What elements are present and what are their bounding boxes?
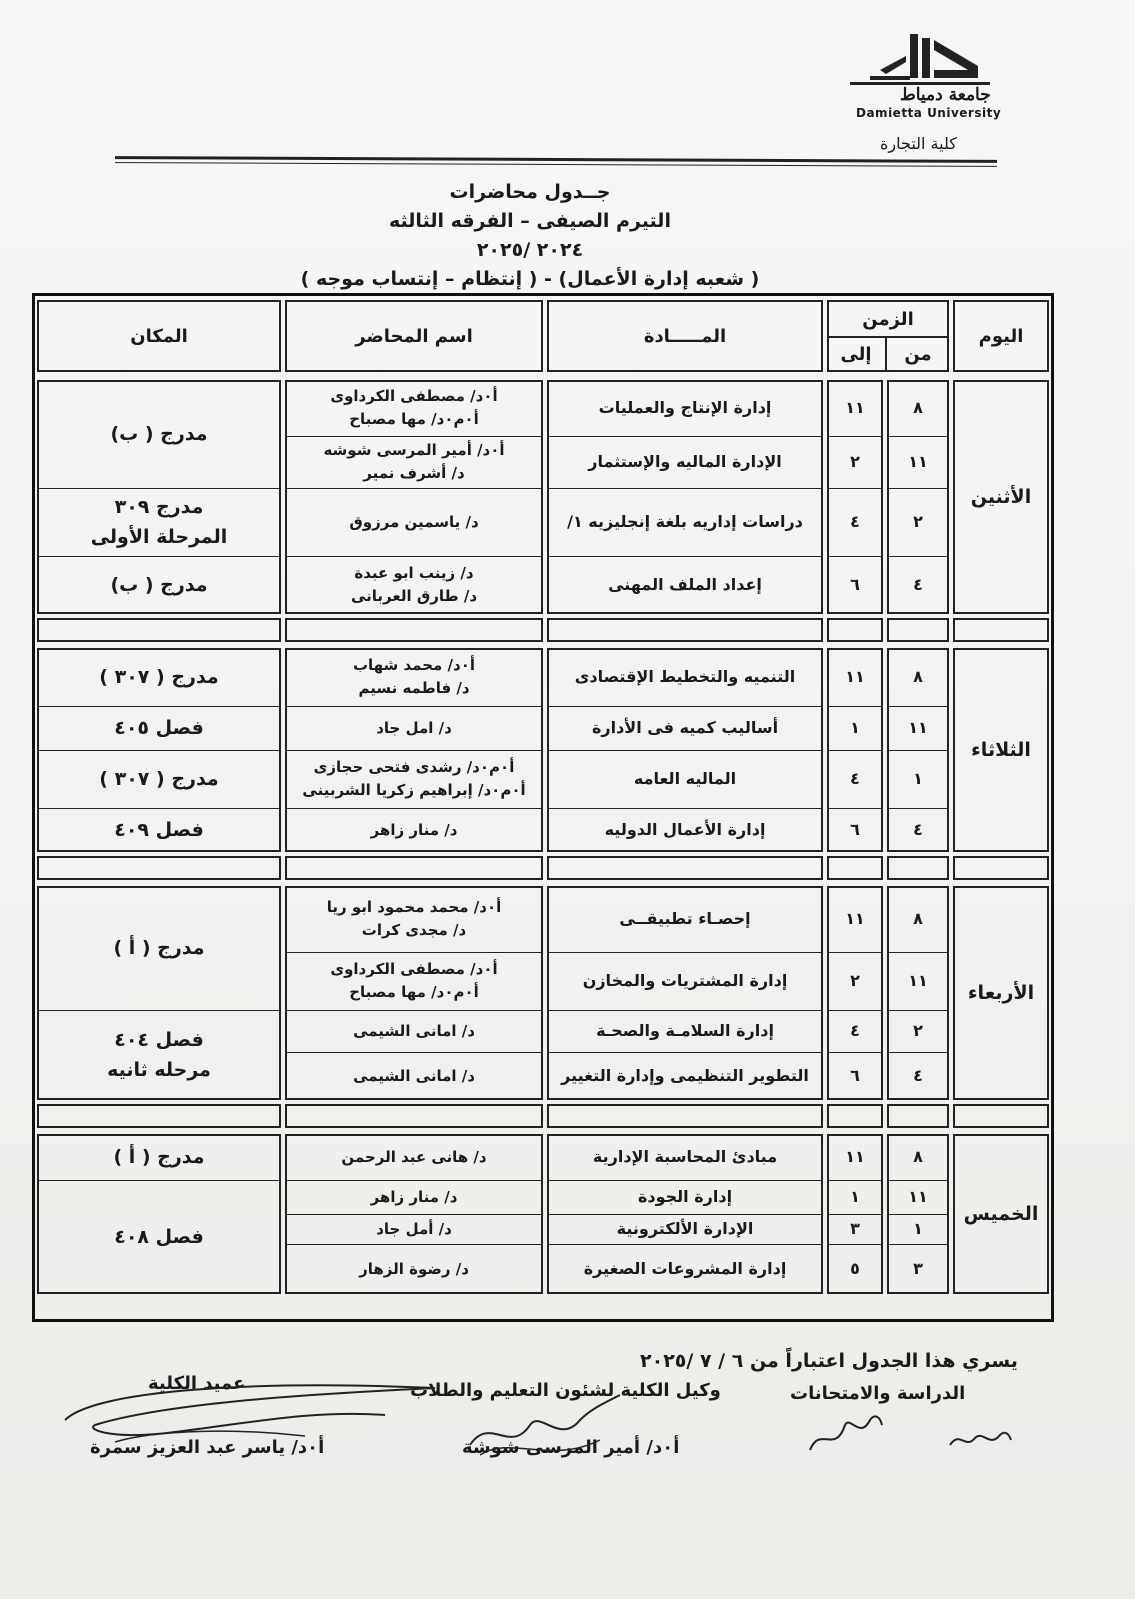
place-line: مدرج ( ٣٠٧ ) — [99, 666, 219, 688]
lecturer-line: د/ فاطمه نسيم — [358, 679, 470, 697]
time-from: ١١ — [908, 452, 928, 471]
cell-frame — [827, 618, 883, 642]
cell-frame — [953, 618, 1049, 642]
time-from: ٣ — [913, 1259, 923, 1278]
title-line-3: ٢٠٢٤ /٢٠٢٥ — [476, 239, 584, 261]
header-lecturer: اسم المحاضر — [355, 325, 473, 347]
lecturer-line: أ٠م٠د/ إبراهيم زكريا الشربينى — [302, 781, 526, 799]
lecturer-name — [285, 648, 543, 706]
lecturer-line: أ٠د/ محمد محمود ابو ريا — [326, 898, 502, 916]
lecturer-line: أ٠د/ أمير المرسى شوشه — [323, 441, 505, 459]
day-label: الأثنين — [970, 486, 1032, 508]
time-from: ٤ — [913, 820, 923, 839]
time-from: ٨ — [913, 398, 923, 417]
place-name — [37, 706, 281, 750]
time-to: ٤ — [850, 1021, 860, 1040]
time-from: ١١ — [908, 1187, 928, 1206]
vice-dean-signature — [450, 1385, 650, 1475]
place-line: المرحلة الأولى — [90, 526, 228, 548]
lecturer-line: د/ ياسمين مرزوق — [349, 512, 479, 531]
lecturer-name — [285, 706, 543, 750]
place-name — [37, 1010, 281, 1100]
lecturer-name — [285, 1214, 543, 1244]
university-name-arabic: جامعة دمياط — [900, 85, 991, 105]
place-line: مدرج ( ٣٠٧ ) — [99, 768, 219, 790]
time-from: ١١ — [908, 718, 928, 737]
time-to: ١١ — [845, 909, 865, 928]
place-name — [37, 886, 281, 1010]
cell-frame — [953, 1104, 1049, 1128]
dean-title: عميد الكلية — [148, 1373, 246, 1394]
subject-name: الإدارة الماليه والإستثمار — [588, 452, 782, 471]
place-name — [37, 1134, 281, 1180]
lecturer-line: د/ امانى الشيمى — [353, 1066, 475, 1085]
time-to: ١ — [850, 1187, 860, 1206]
header-place: المكان — [130, 325, 188, 347]
schedule-table — [32, 293, 1054, 1322]
university-name-english: Damietta University — [856, 106, 1002, 120]
header-to: إلى — [840, 343, 872, 365]
time-to: ١ — [850, 718, 860, 737]
lecturer-line: أ٠م٠د/ مها مصباح — [349, 410, 479, 428]
time-to: ٦ — [850, 1066, 860, 1085]
cell-frame — [887, 618, 949, 642]
lecturer-name — [285, 886, 543, 952]
lecturer-name — [285, 380, 543, 436]
faculty-name: كلية التجارة — [880, 134, 957, 153]
subject-name: دراسات إداريه بلغة إنجليزيه ١/ — [567, 512, 803, 531]
place-line: فصل ٤٠٨ — [114, 1226, 204, 1248]
time-from: ١ — [913, 769, 923, 788]
lecturer-line: أ٠د/ محمد شهاب — [352, 656, 476, 674]
place-name — [37, 380, 281, 488]
place-line: مدرج ( أ ) — [113, 1146, 205, 1168]
header-rule-thin — [115, 162, 997, 167]
lecturer-line: أ٠م٠د/ رشدى فتحى حجازى — [313, 758, 515, 776]
time-from: ٤ — [913, 1066, 923, 1085]
time-to: ٤ — [850, 512, 860, 531]
cell-frame — [285, 618, 543, 642]
studies-dept-title: الدراسة والامتحانات — [790, 1383, 966, 1404]
subject-name: إدارة الأعمال الدوليه — [604, 820, 766, 839]
time-to: ١١ — [845, 1147, 865, 1166]
time-from: ٢ — [913, 1021, 923, 1040]
studies-signature — [800, 1395, 890, 1465]
header-from: من — [904, 343, 932, 365]
time-from: ٤ — [913, 575, 923, 594]
lecturer-name — [285, 488, 543, 556]
time-from: ٨ — [913, 667, 923, 686]
subject-name: التطوير التنظيمى وإدارة التغيير — [561, 1066, 809, 1085]
lecturer-line: د/ أمل جاد — [376, 1219, 452, 1238]
lecturer-name — [285, 1052, 543, 1100]
time-to: ١١ — [845, 398, 865, 417]
cell-frame — [887, 1104, 949, 1128]
cell-frame — [953, 856, 1049, 880]
subject-name: إدارة السلامـة والصحـة — [596, 1021, 774, 1040]
cell-frame — [37, 1104, 281, 1128]
lecturer-name — [285, 1010, 543, 1052]
time-to: ٦ — [850, 820, 860, 839]
place-name — [37, 1180, 281, 1294]
time-from: ٨ — [913, 1147, 923, 1166]
time-to: ١١ — [845, 667, 865, 686]
cell-frame — [285, 856, 543, 880]
time-to: ٣ — [850, 1219, 860, 1238]
dean-signature — [55, 1370, 495, 1460]
time-from: ٢ — [913, 512, 923, 531]
place-line: فصل ٤٠٤ — [114, 1029, 204, 1051]
lecturer-name — [285, 952, 543, 1010]
lecturer-line: د/ زينب ابو عبدة — [354, 564, 474, 582]
lecturer-name — [285, 808, 543, 852]
lecturer-line: د/ مجدى كرات — [361, 921, 467, 939]
subject-name: التنميه والتخطيط الإقتصادى — [574, 667, 796, 686]
title-line-1: جــدول محاضرات — [449, 181, 611, 203]
title-line-4: ( شعبه إدارة الأعمال) - ( إنتظام – إنتساب موجه ) — [300, 268, 760, 290]
subject-name: إدارة المشروعات الصغيرة — [583, 1259, 787, 1278]
lecturer-line: د/ أشرف نمير — [363, 464, 465, 482]
university-logo — [850, 30, 1010, 130]
subject-name: إحصـاء تطبيقــى — [619, 909, 751, 928]
place-name — [37, 488, 281, 556]
header-day: اليوم — [978, 325, 1024, 347]
lecturer-name — [285, 1244, 543, 1294]
place-line: مدرج ( ب) — [110, 423, 208, 445]
dean-name: أ٠د/ ياسر عبد العزيز سمرة — [90, 1437, 325, 1458]
place-line: فصل ٤٠٩ — [114, 819, 204, 841]
lecturer-line: د/ امل جاد — [376, 718, 452, 737]
header-subject: المـــــادة — [643, 325, 727, 347]
lecturer-name — [285, 1180, 543, 1214]
day-label: الخميس — [963, 1203, 1039, 1225]
place-name — [37, 648, 281, 706]
lecturer-name — [285, 556, 543, 614]
subject-name: أساليب كميه فى الأدارة — [591, 718, 779, 737]
cell-frame — [547, 618, 823, 642]
cell-frame — [547, 856, 823, 880]
time-from: ١١ — [908, 971, 928, 990]
time-to: ٢ — [850, 452, 860, 471]
vice-dean-title: وكيل الكلية لشئون التعليم والطلاب — [410, 1380, 721, 1401]
document-titles — [300, 178, 760, 294]
time-from: ٨ — [913, 909, 923, 928]
header-time: الزمن — [862, 308, 914, 330]
subject-name: الماليه العامه — [633, 769, 737, 788]
place-name — [37, 750, 281, 808]
place-line: مرحله ثانيه — [107, 1059, 211, 1081]
cell-frame — [37, 856, 281, 880]
time-to: ٢ — [850, 971, 860, 990]
initials-mark — [945, 1420, 1015, 1460]
time-to: ٤ — [850, 769, 860, 788]
lecturer-line: أ٠د/ مصطفى الكرداوى — [330, 387, 498, 405]
lecturer-name — [285, 750, 543, 808]
place-line: مدرج ( أ ) — [113, 937, 205, 959]
subject-name: إدارة المشتريات والمخازن — [582, 971, 788, 990]
validity-note: يسري هذا الجدول اعتباراً من ٦ / ٧ /٢٠٢٥ — [640, 1350, 1018, 1372]
place-name — [37, 808, 281, 852]
lecturer-line: د/ طارق العربانى — [350, 587, 478, 605]
place-line: مدرج ٣٠٩ — [114, 496, 204, 518]
lecturer-line: د/ رضوة الزهار — [359, 1259, 469, 1278]
lecturer-line: د/ منار زاهر — [370, 820, 458, 839]
place-line: فصل ٤٠٥ — [114, 717, 204, 739]
time-from: ١ — [913, 1219, 923, 1238]
cell-frame — [285, 1104, 543, 1128]
place-line: مدرج ( ب) — [110, 574, 208, 596]
lecturer-line: د/ امانى الشيمى — [353, 1021, 475, 1040]
day-label: الأربعاء — [967, 982, 1035, 1004]
cell-frame — [37, 618, 281, 642]
cell-frame — [887, 856, 949, 880]
time-to: ٦ — [850, 575, 860, 594]
lecturer-line: أ٠م٠د/ مها مصباح — [349, 983, 479, 1001]
subject-name: إدارة الجودة — [637, 1187, 733, 1206]
subject-name: إعداد الملف المهنى — [608, 575, 762, 594]
cell-frame — [827, 1104, 883, 1128]
subject-name: إدارة الإنتاج والعمليات — [598, 398, 772, 417]
day-label: الثلاثاء — [971, 739, 1031, 761]
time-to: ٥ — [850, 1259, 860, 1278]
lecturer-line: د/ هانى عبد الرحمن — [341, 1147, 487, 1166]
place-name — [37, 556, 281, 614]
cell-frame — [547, 1104, 823, 1128]
title-line-2: التيرم الصيفى – الفرقه الثالثه — [389, 210, 671, 232]
university-logo-mark — [850, 30, 990, 90]
cell-frame — [827, 856, 883, 880]
subject-name: الإدارة الألكترونية — [616, 1219, 754, 1238]
lecturer-line: أ٠د/ مصطفى الكرداوى — [330, 960, 498, 978]
subject-name: مبادئ المحاسبة الإدارية — [592, 1147, 778, 1166]
lecturer-name — [285, 1134, 543, 1180]
lecturer-line: د/ منار زاهر — [370, 1187, 458, 1206]
vice-dean-name: أ٠د/ أمير المرسى شوشة — [462, 1437, 680, 1458]
lecturer-name — [285, 436, 543, 488]
